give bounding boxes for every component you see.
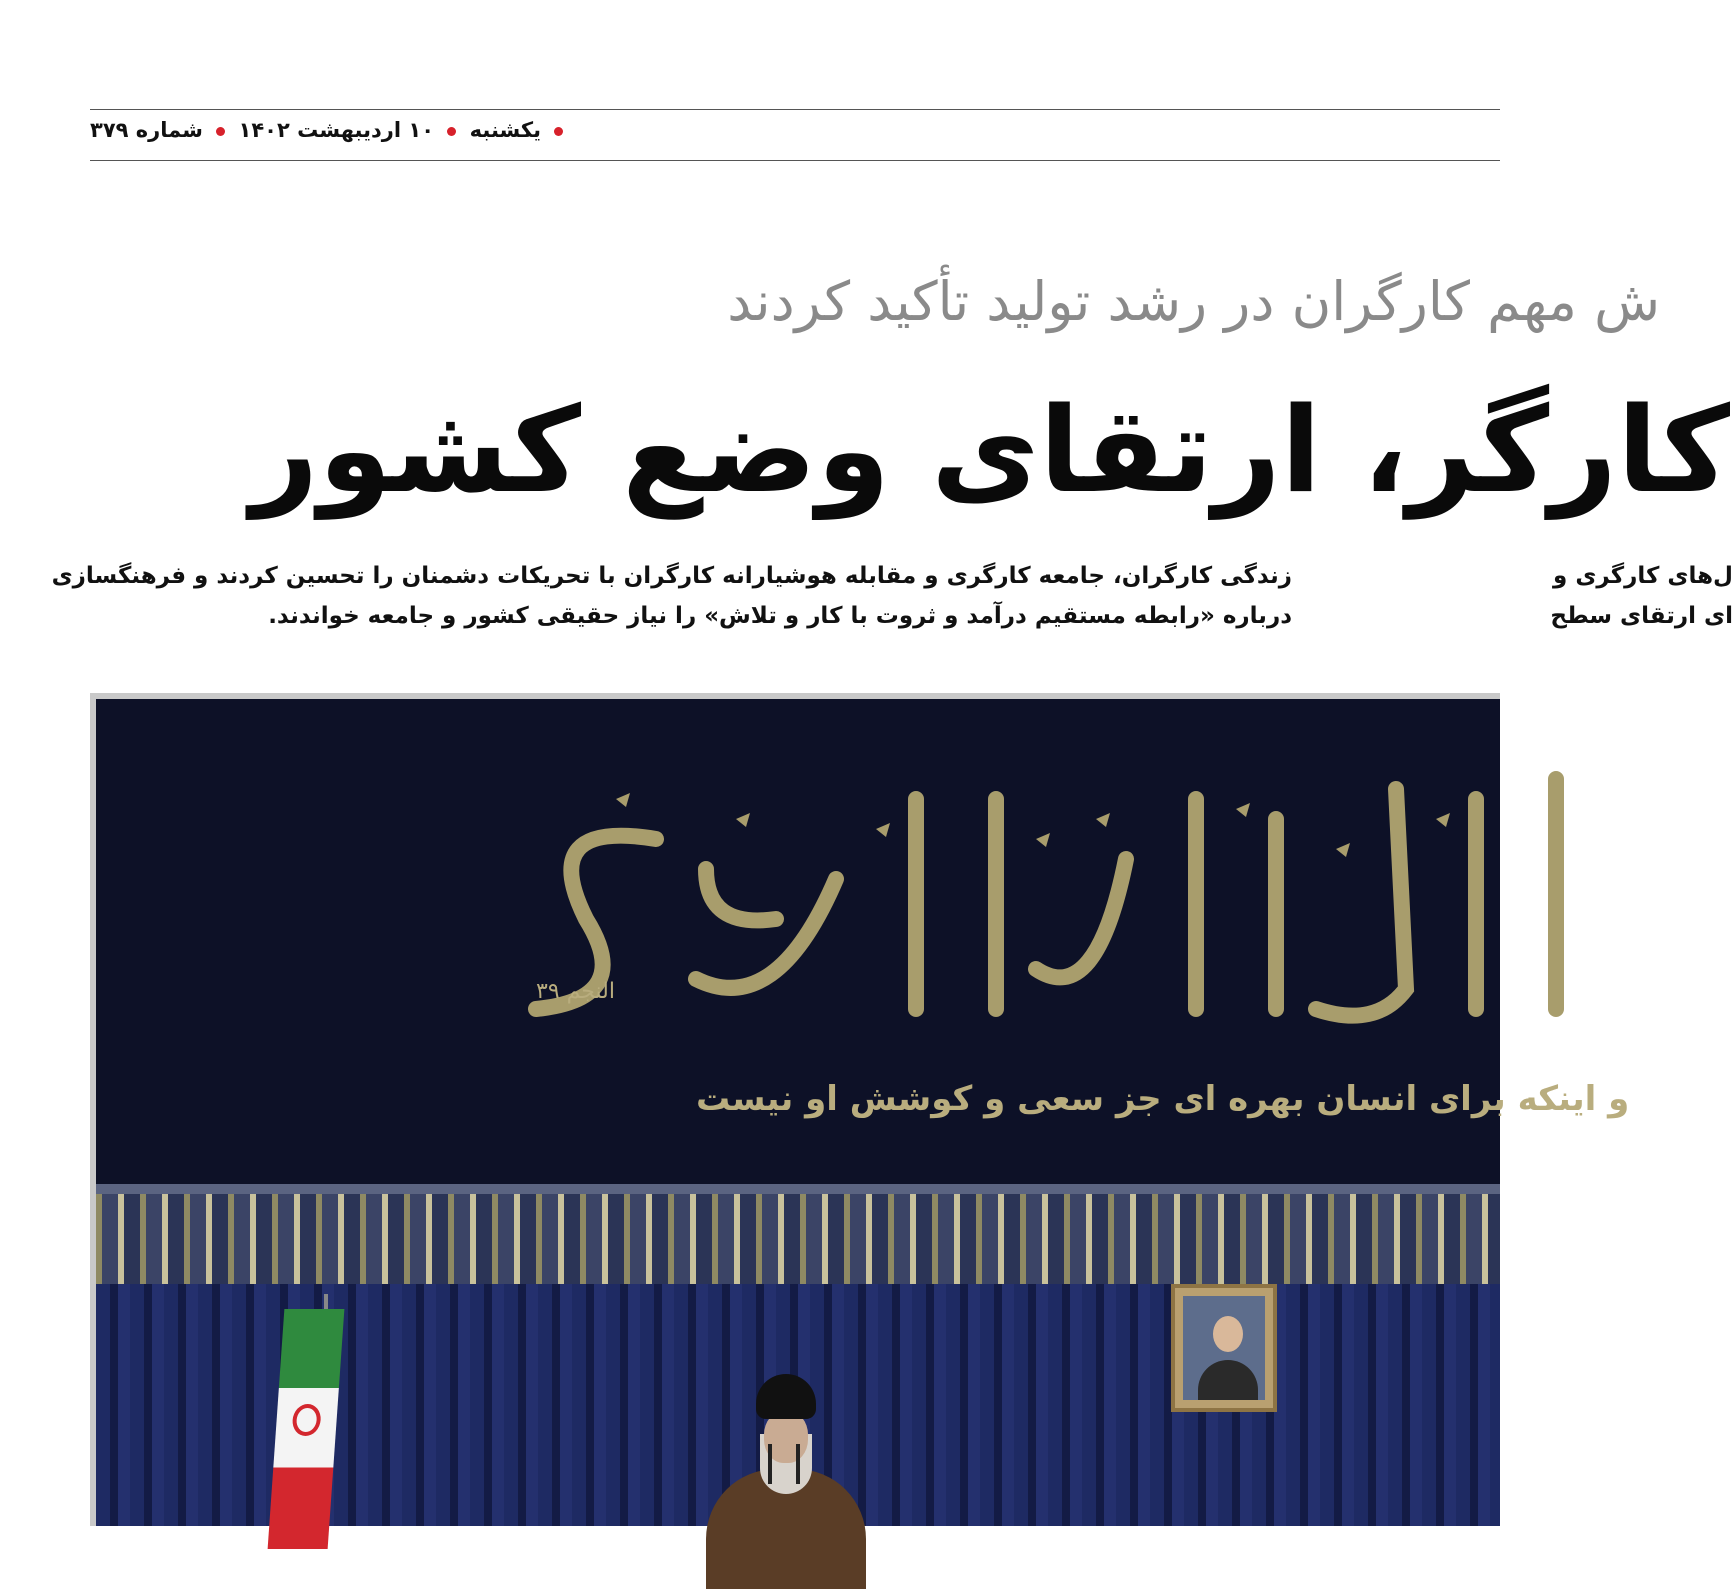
lead-column-main — [51, 556, 1292, 636]
news-photo — [90, 693, 1630, 1526]
article-headline: کارگر، ارتقای وضع کشور — [250, 381, 1730, 519]
issue-number: شماره ۳۷۹ — [90, 118, 203, 142]
calligraphy-banner-icon — [476, 759, 1576, 1049]
article-subhead: ش مهم کارگران در رشد تولید تأکید کردند — [727, 270, 1660, 333]
bullet-dot-icon — [554, 127, 563, 136]
ornamental-frieze — [96, 1184, 1500, 1299]
lead-column-right — [1333, 556, 1733, 636]
dateline — [90, 118, 569, 142]
banner-translation: و اینکه برای انسان بهره ای جز سعی و کوشش او نیست — [696, 1079, 1630, 1119]
microphone-icon — [768, 1444, 772, 1484]
framed-portrait-icon — [1171, 1284, 1277, 1412]
bullet-dot-icon — [447, 127, 456, 136]
issue-date: ۱۰ اردیبهشت ۱۴۰۲ — [238, 118, 435, 142]
lead-right-line: ل‌های کارگری و — [1553, 563, 1733, 589]
bottom-rule — [90, 160, 1500, 161]
microphone-icon — [796, 1444, 800, 1484]
issue-day: یکشنبه — [469, 118, 542, 142]
lead-main-line: زندگی کارگران، جامعه کارگری و مقابله هوشیارانه کارگران با تحریکات دشمنان را تحسین کردند و فرهنگسازی — [51, 563, 1292, 589]
top-rule — [90, 109, 1500, 110]
verse-reference: النجم ۳۹ — [536, 979, 615, 1004]
lead-main-line: درباره «رابطه مستقیم درآمد و ثروت با کار و تلاش» را نیاز حقیقی کشور و جامعه خواندند. — [268, 603, 1292, 629]
bullet-dot-icon — [216, 127, 225, 136]
lead-right-line: ای ارتقای سطح — [1550, 603, 1733, 629]
